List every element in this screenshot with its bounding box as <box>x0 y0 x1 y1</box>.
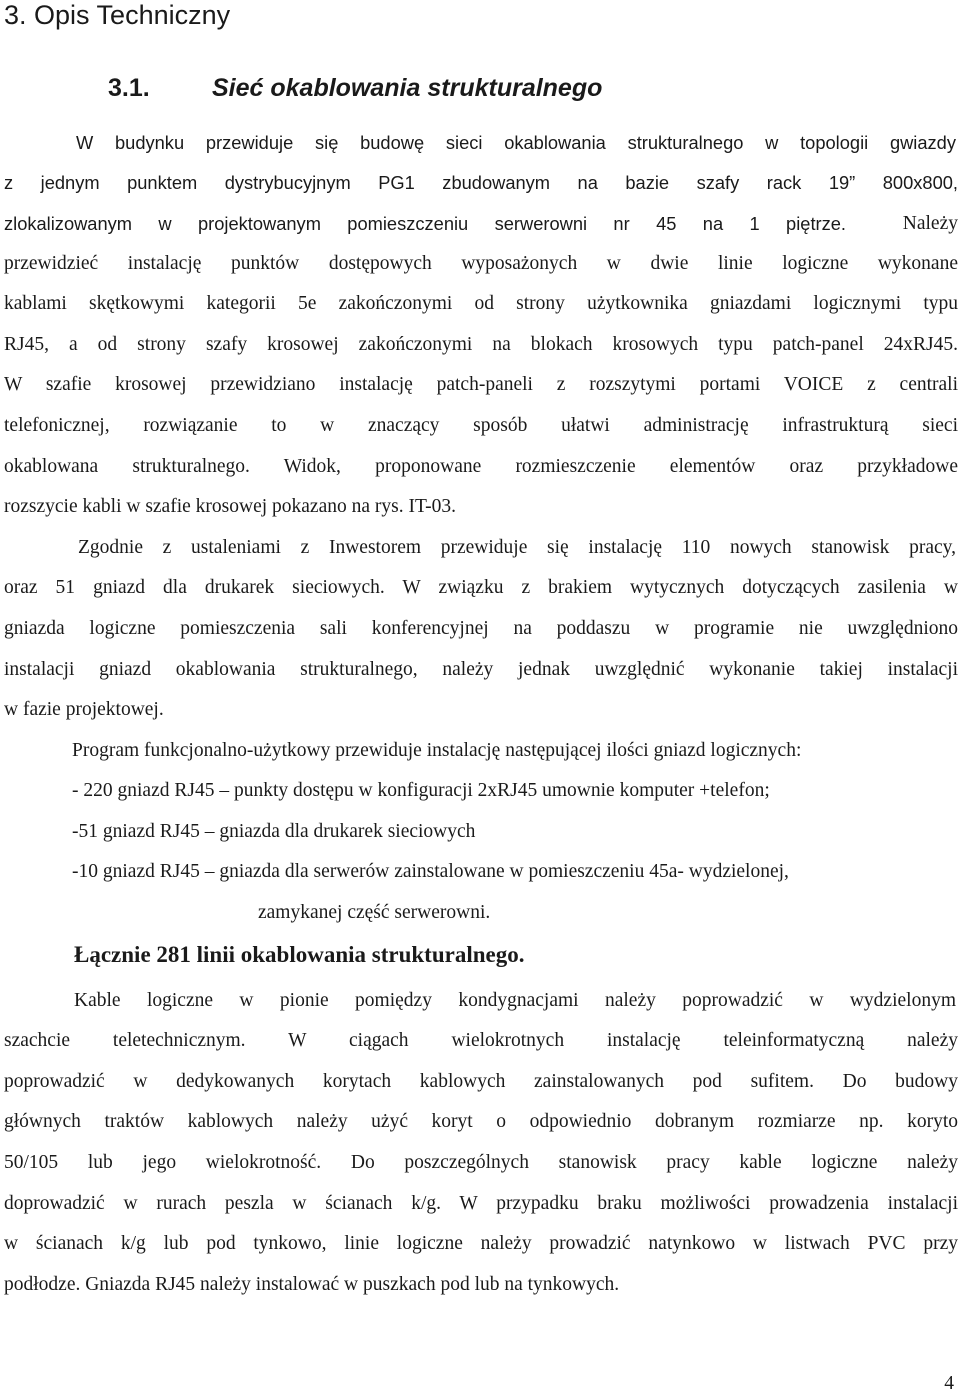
paragraph-line-part: zlokalizowanym w projektowanym pomieszczeniu serwerowni nr 45 na 1 piętrze. <box>4 213 846 234</box>
paragraph-line: Zgodnie z ustaleniami z Inwestorem przewiduje się instalację 110 nowych stanowisk pracy, <box>78 537 956 558</box>
paragraph-line: szachcie teletechnicznym. W ciągach wielokrotnych instalację teleinformatyczną należy <box>4 1030 958 1051</box>
paragraph-line: poprowadzić w dedykowanych korytach kablowych zainstalowanych pod sufitem. Do budowy <box>4 1071 958 1092</box>
paragraph-line: w fazie projektowej. <box>4 699 164 720</box>
paragraph-line <box>4 209 958 239</box>
paragraph-line: doprowadzić w rurach peszla w ścianach k/g. W przypadku braku możliwości prowadzenia instalacji <box>4 1193 958 1214</box>
paragraph-line: telefonicznej, rozwiązanie to w znaczący sposób ułatwi administrację infrastrukturą sieci <box>4 415 958 436</box>
total-summary: Łącznie 281 linii okablowania strukturalnego. <box>74 942 525 967</box>
paragraph-line: W szafie krosowej przewidziano instalację patch-paneli z rozszytymi portami VOICE z centrali <box>4 374 958 395</box>
paragraph-line: w ścianach k/g lub pod tynkowo, linie logiczne należy prowadzić natynkowo w listwach PVC przy <box>4 1233 958 1254</box>
page-number: 4 <box>944 1373 954 1394</box>
paragraph-line: głównych traktów kablowych należy użyć koryt o odpowiednio dobranym rozmiarze np. koryto <box>4 1111 958 1132</box>
paragraph-line: przewidzieć instalację punktów dostępowych wyposażonych w dwie linie logiczne wykonane <box>4 253 958 274</box>
paragraph-line: RJ45, a od strony szafy krosowej zakończonymi na blokach krosowych typu patch-panel 24xRJ45. <box>4 334 958 355</box>
paragraph-line: z jednym punktem dystrybucyjnym PG1 zbudowanym na bazie szafy rack 19” 800x800, <box>4 172 958 193</box>
paragraph-line: instalacji gniazd okablowania strukturalnego, należy jednak uwzględnić wykonanie takiej instalacji <box>4 659 958 680</box>
paragraph-line: gniazda logiczne pomieszczenia sali konferencyjnej na poddaszu w programie nie uwzględniono <box>4 618 958 639</box>
subsection-number: 3.1. <box>108 74 150 102</box>
section-title: 3. Opis Techniczny <box>4 0 231 30</box>
paragraph-line: oraz 51 gniazd dla drukarek sieciowych. W związku z brakiem wytycznych dotyczących zasilenia w <box>4 577 958 598</box>
program-list-item: zamykanej część serwerowni. <box>258 902 491 923</box>
paragraph-line-part: Należy <box>902 213 958 234</box>
subsection-title-text: Sieć okablowania strukturalnego <box>212 74 603 102</box>
paragraph-line: Kable logiczne w pionie pomiędzy kondygnacjami należy poprowadzić w wydzielonym <box>74 990 956 1011</box>
subsection-title <box>108 72 602 104</box>
program-list-item: -10 gniazd RJ45 – gniazda dla serwerów zainstalowane w pomieszczeniu 45a- wydzielonej, <box>72 861 789 882</box>
paragraph-line: kablami skętkowymi kategorii 5e zakończonymi od strony użytkownika gniazdami logicznymi typu <box>4 293 958 314</box>
paragraph-line: podłodze. Gniazda RJ45 należy instalować w puszkach pod lub na tynkowych. <box>4 1274 620 1295</box>
program-list-item: -51 gniazd RJ45 – gniazda dla drukarek sieciowych <box>72 821 476 842</box>
paragraph-line: rozszycie kabli w szafie krosowej pokazano na rys. IT-03. <box>4 496 456 517</box>
paragraph-line: okablowana strukturalnego. Widok, proponowane rozmieszczenie elementów oraz przykładowe <box>4 456 958 477</box>
program-list-item: - 220 gniazd RJ45 – punkty dostępu w konfiguracji 2xRJ45 umownie komputer +telefon; <box>72 780 770 801</box>
paragraph-line: 50/105 lub jego wielokrotność. Do poszczególnych stanowisk pracy kable logiczne należy <box>4 1152 958 1173</box>
program-intro: Program funkcjonalno-użytkowy przewiduje instalację następującej ilości gniazd logicznych: <box>72 740 802 761</box>
paragraph-line: W budynku przewiduje się budowę sieci okablowania strukturalnego w topologii gwiazdy <box>76 132 956 153</box>
